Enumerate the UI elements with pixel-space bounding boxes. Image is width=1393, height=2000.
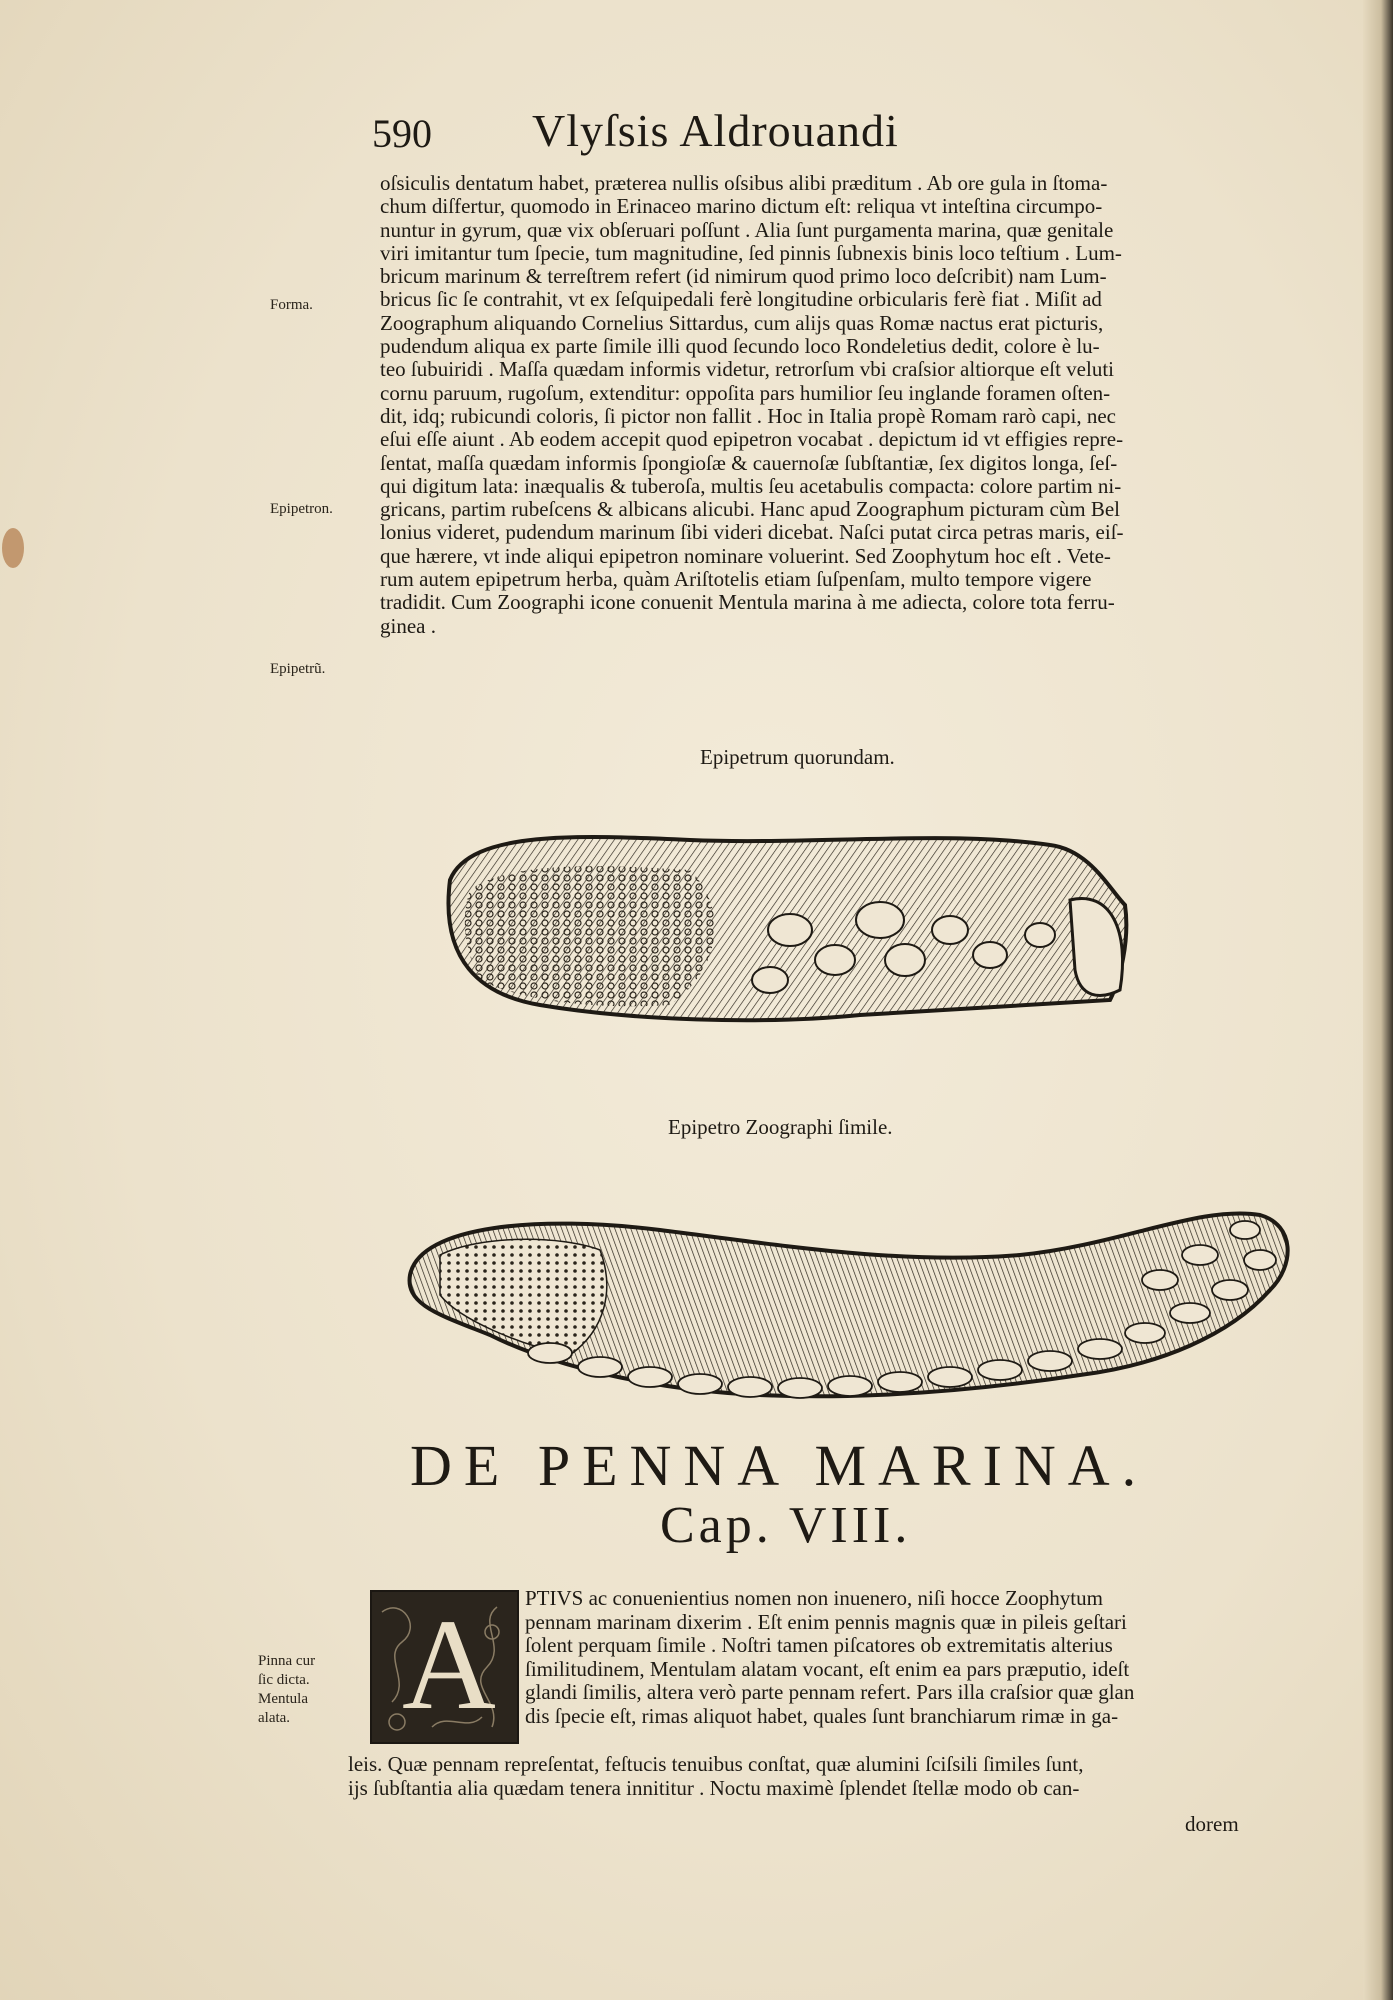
text-line: ſentat, maſſa quædam informis ſpongioſæ & cauernoſæ ſubſtantiæ, ſex digitos longa, ſeſ- [380, 451, 1118, 475]
chapter-title: DE PENNA MARINA. [410, 1433, 1149, 1498]
text-line: Zoographum aliquando Cornelius Sittardus, cum alijs quas Romæ nactus erat picturis, [380, 311, 1104, 335]
margin-note-pinna [258, 1652, 315, 1728]
book-gutter [1363, 0, 1393, 2000]
page-stain [2, 528, 24, 568]
margin-note-epipetron: Epipetron. [270, 501, 333, 517]
page-number: 590 [372, 111, 432, 156]
text-line: chum diſfertur, quomodo in Erinaceo marino dictum eſt: reliqua vt inteſtina circumpo- [380, 195, 1103, 219]
figure-caption-1: Epipetrum quorundam. [700, 745, 895, 769]
epipetro-zoographi-woodcut [400, 1195, 1300, 1425]
text-line: PTIVS ac conuenientius nomen non inuenero, niſi hocce Zoophytum [525, 1587, 1103, 1610]
text-line: pudendum aliqua ex parte ſimile illi quod ſecundo loco Rondeletius dedit, colore è lu- [380, 335, 1100, 359]
text-line: eſui eſſe aiunt . Ab eodem accepit quod epipetron vocabat . depictum id vt effigies repre- [380, 428, 1124, 452]
margin-note-epipetru: Epipetrũ. [270, 661, 326, 677]
margin-note-line: Mentula [258, 1691, 308, 1707]
text-line: ſimilitudinem, Mentulam alatam vocant, eſt enim ea pars præputio, ideſt [525, 1657, 1130, 1681]
text-line: qui digitum lata: inæqualis & tuberoſa, multis ſeu acetabulis compacta: colore partim ni- [380, 474, 1122, 498]
initial-letter: A [402, 1593, 496, 1737]
text-line: bricum marinum & terreſtrem refert (id nimirum quod primo loco deſcribit) nam Lum- [380, 265, 1107, 289]
text-block-2-full [348, 1753, 1285, 1800]
page-header [372, 105, 1272, 170]
text-line: ginea . [380, 614, 436, 638]
epipetrum-woodcut [430, 820, 1140, 1040]
text-line: oſsiculis dentatum habet, præterea nullis oſsibus alibi præditum . Ab ore gula in ſtoma- [380, 172, 1108, 195]
text-line: viri imitantur tum ſpecie, tum magnitudine, ſed pinnis ſubnexis binis loco teſtium . Lum- [380, 241, 1122, 265]
text-block-1 [380, 172, 1285, 638]
decorated-initial [370, 1590, 519, 1744]
text-line: teo ſubuiridi . Maſſa quædam informis videtur, retrorſum vbi craſsior altiorque eſt veluti [380, 358, 1114, 382]
text-line: nuntur in gyrum, quæ vix obſeruari poſſunt . Alia ſunt purgamenta marina, quæ genitale [380, 218, 1114, 242]
text-line: rum autem epipetrum herba, quàm Ariſtotelis etiam ſuſpenſam, multo tempore vigere [380, 568, 1092, 592]
text-line: leis. Quæ pennam repreſentat, feſtucis tenuibus conſtat, quæ alumini ſciſsili ſimiles ſunt, [348, 1753, 1084, 1776]
running-head: Vlyſsis Aldrouandi [532, 105, 899, 156]
text-line: tradidit. Cum Zoographi icone conuenit Mentula marina à me adiecta, colore tota ferru- [380, 591, 1115, 615]
text-line: bricus ſic ſe contrahit, vt ex ſeſquipedali ferè longitudine orbicularis ferè fiat . Miſit ad [380, 288, 1102, 312]
text-line: gricans, partim rubeſcens & albicans alicubi. Hanc apud Zoographum picturam cùm Bel [380, 498, 1121, 522]
text-line: dit, idq; rubicundi coloris, ſi pictor non fallit . Hoc in Italia propè Romam rarò capi, nec [380, 404, 1116, 428]
catchword: dorem [1185, 1812, 1239, 1836]
text-line: ſolent perquam ſimile . Noſtri tamen piſcatores ob extremitatis alterius [525, 1634, 1113, 1657]
text-line: dis ſpecie eſt, rimas aliquot habet, quales ſunt branchiarum rimæ in ga- [525, 1704, 1119, 1728]
figure-caption-2: Epipetro Zoographi ſimile. [668, 1115, 893, 1139]
margin-note-line: ſic dicta. [258, 1672, 310, 1688]
text-line: lonius videret, pudendum marinum ſibi videri dicebat. Naſci putat circa petras maris, eiſ- [380, 521, 1124, 545]
text-line: que hærere, vt inde aliqui epipetron nominare voluerint. Sed Zoophytum hoc eſt . Vete- [380, 544, 1111, 568]
text-line: cornu paruum, rugoſum, extenditur: oppoſita pars humilior ſeu inglande foramen oſten- [380, 381, 1111, 405]
margin-note-line: alata. [258, 1710, 291, 1726]
margin-note-forma: Forma. [270, 297, 313, 313]
text-line: ijs ſubſtantia alia quædam tenera innititur . Noctu maximè ſplendet ſtellæ modo ob can- [348, 1776, 1080, 1800]
text-block-2-indented [525, 1587, 1285, 1728]
text-line: pennam marinam dixerim . Eſt enim pennis magnis quæ in pileis geſtari [525, 1610, 1127, 1634]
chapter-subtitle: Cap. VIII. [660, 1497, 912, 1554]
margin-note-line: Pinna cur [258, 1653, 316, 1669]
text-line: glandi ſimilis, altera verò parte pennam refert. Pars illa craſsior quæ glan [525, 1681, 1135, 1704]
